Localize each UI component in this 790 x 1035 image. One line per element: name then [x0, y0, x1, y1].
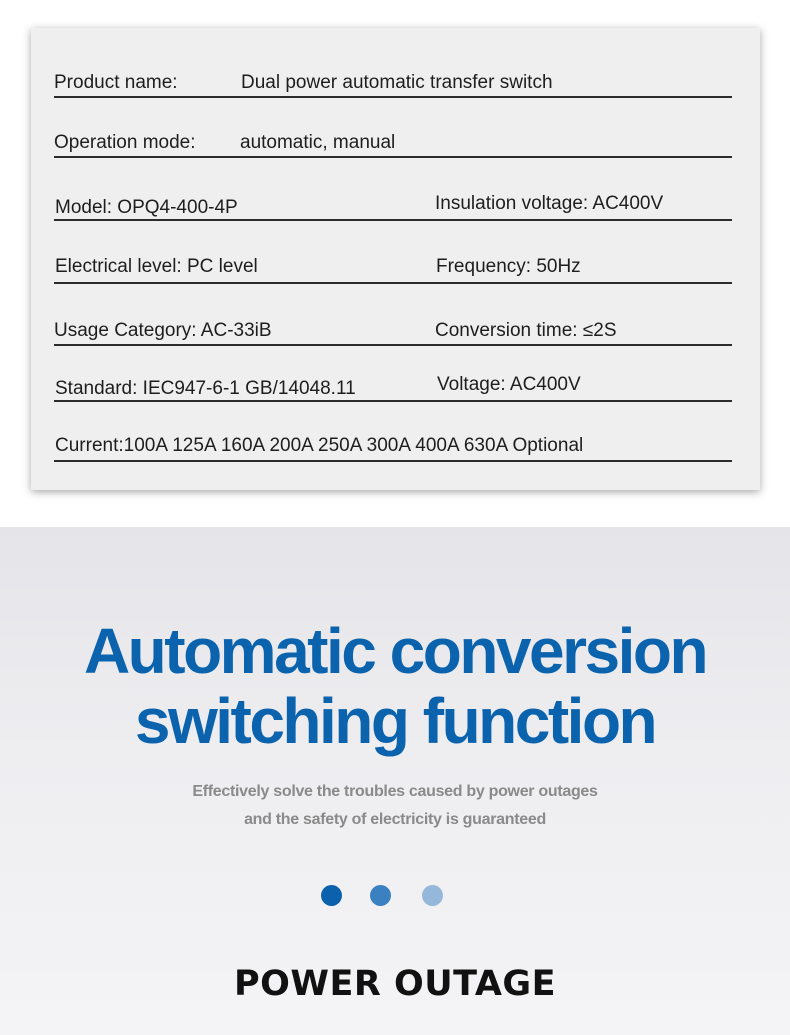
spec-row-standard-voltage: [54, 374, 732, 402]
section-heading: POWER OUTAGE: [233, 964, 557, 1004]
insulation-voltage-text: Insulation voltage: AC400V: [435, 193, 664, 214]
product-name-value: Dual power automatic transfer switch: [241, 72, 553, 93]
spec-row-product-name: [54, 72, 732, 98]
current-text: Current:100A 125A 160A 200A 250A 300A 400A 630A Optional: [55, 435, 584, 456]
spec-row-model-insulation: [54, 193, 732, 221]
dot-indicator: [0, 885, 790, 907]
indicator-dot-2: [370, 885, 391, 906]
feature-section: [0, 527, 790, 1035]
indicator-dot-3: [422, 885, 443, 906]
indicator-dot-1: [321, 885, 342, 906]
usage-category-text: Usage Category: AC-33iB: [54, 320, 272, 341]
operation-mode-label: Operation mode:: [54, 132, 196, 153]
spec-row-operation-mode: [54, 132, 732, 158]
feature-subtitle-line-2: and the safety of electricity is guaranteed: [244, 811, 546, 828]
feature-subtitle-line-1: Effectively solve the troubles caused by power outages: [192, 783, 598, 800]
standard-text: Standard: IEC947-6-1 GB/14048.11: [55, 378, 356, 399]
conversion-time-text: Conversion time: ≤2S: [435, 320, 617, 341]
product-name-label: Product name:: [54, 72, 178, 93]
electrical-level-text: Electrical level: PC level: [55, 256, 258, 277]
feature-title-line-1: Automatic conversion: [83, 615, 707, 687]
spec-row-current: [54, 435, 732, 462]
feature-title-line-2: switching function: [134, 685, 656, 757]
frequency-text: Frequency: 50Hz: [436, 256, 581, 277]
voltage-text: Voltage: AC400V: [437, 374, 581, 395]
spec-row-level-frequency: [54, 256, 732, 284]
spec-card: [31, 28, 760, 490]
model-text: Model: OPQ4-400-4P: [55, 197, 238, 218]
spec-row-category-conversion: [54, 320, 732, 346]
operation-mode-value: automatic, manual: [240, 132, 396, 153]
